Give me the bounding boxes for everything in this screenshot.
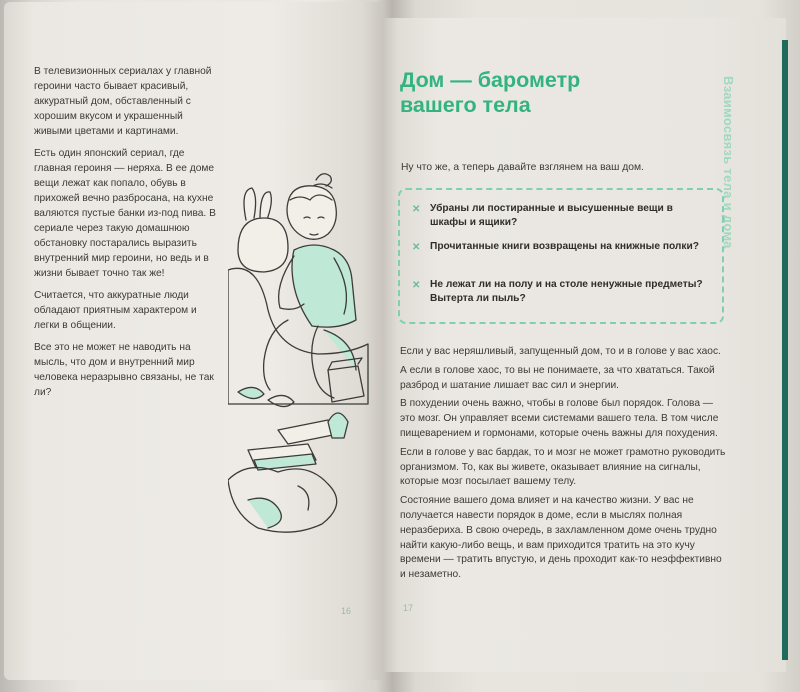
cross-mark-icon: ✕	[412, 280, 421, 291]
checklist-item-text: Не лежат ли на полу и на столе ненужные предметы? Вытерта ли пыль?	[430, 279, 703, 304]
right-paragraph-5: Состояние вашего дома влияет и на качество жизни. У вас не получается навести порядок в доме, если в мыслях полная неразбериха. В свою очередь, в захламленном доме очень трудно найти какую-либо вещь, и вам приходится тратить на это кучу времени — тратить впустую, и день проходит как-то неэффективно и незаметно.	[400, 495, 722, 581]
cross-mark-icon: ✕	[412, 242, 421, 253]
chapter-title	[400, 68, 640, 118]
checklist-item	[414, 240, 704, 254]
left-page-number: 16	[341, 606, 352, 616]
left-paragraph-4: Все это не может не наводить на мысль, что дом и внутренний мир человека неразрывно связаны, не так ли?	[34, 342, 214, 398]
title-line-2: вашего тела	[400, 93, 531, 117]
checklist-item-text: Убраны ли постиранные и высушенные вещи в шкафы и ящики?	[430, 203, 673, 228]
right-paragraph-2: А если в голове хаос, то вы не понимаете, за что хвататься. Такой разброд и шатание лишает вас сил и энергии.	[400, 364, 715, 391]
right-page-number: 17	[403, 603, 414, 613]
checklist-item-text: Прочитанные книги возвращены на книжные полки?	[430, 241, 699, 252]
right-paragraph-4: Если в голове у вас бардак, то и мозг не может грамотно руководить организмом. То, как вы живете, оказывает влияние на сигналы, которые мозг посылает вашему телу.	[400, 446, 726, 488]
title-line-1: Дом — барометр	[400, 68, 581, 92]
side-title-text: Взаимосвязь тела и дома	[721, 76, 736, 249]
intro-text: Ну что же, а теперь давайте взглянем на ваш дом.	[401, 162, 644, 173]
checklist-box	[398, 188, 724, 324]
cross-mark-icon: ✕	[412, 204, 421, 215]
right-paragraph-1: Если у вас неряшливый, запущенный дом, то и в голове у вас хаос.	[400, 346, 721, 357]
messy-room-illustration	[228, 160, 378, 540]
right-page-text	[400, 345, 730, 587]
checklist-item	[414, 202, 704, 230]
right-paragraph-3: В похудении очень важно, чтобы в голове был порядок. Голова — это мозг. Он управляет всеми системами вашего тела. В том числе пищеварением и гормонами, которые очень важны для похудения.	[400, 398, 719, 439]
left-paragraph-3: Считается, что аккуратные люди обладают приятным характером и легки в общении.	[34, 290, 197, 331]
left-page-text	[34, 64, 216, 407]
left-paragraph-2: Есть один японский сериал, где главная героиня — неряха. В ее доме вещи лежат как попало, обувь в прихожей вечно разбросана, на кухне валяются пустые банки из-под пива. В сериале через такую домашнюю обстановку постарались выразить внутренний мир героини, но ведь и в жизни бывает точно так же!	[34, 148, 216, 279]
checklist-item	[414, 278, 704, 306]
page-edge-strip	[782, 40, 788, 660]
left-paragraph-1: В телевизионных сериалах у главной героини часто бывает красивый, аккуратный дом, обставленный с хорошим вкусом и украшенный живыми цветами и картинами.	[34, 66, 212, 137]
